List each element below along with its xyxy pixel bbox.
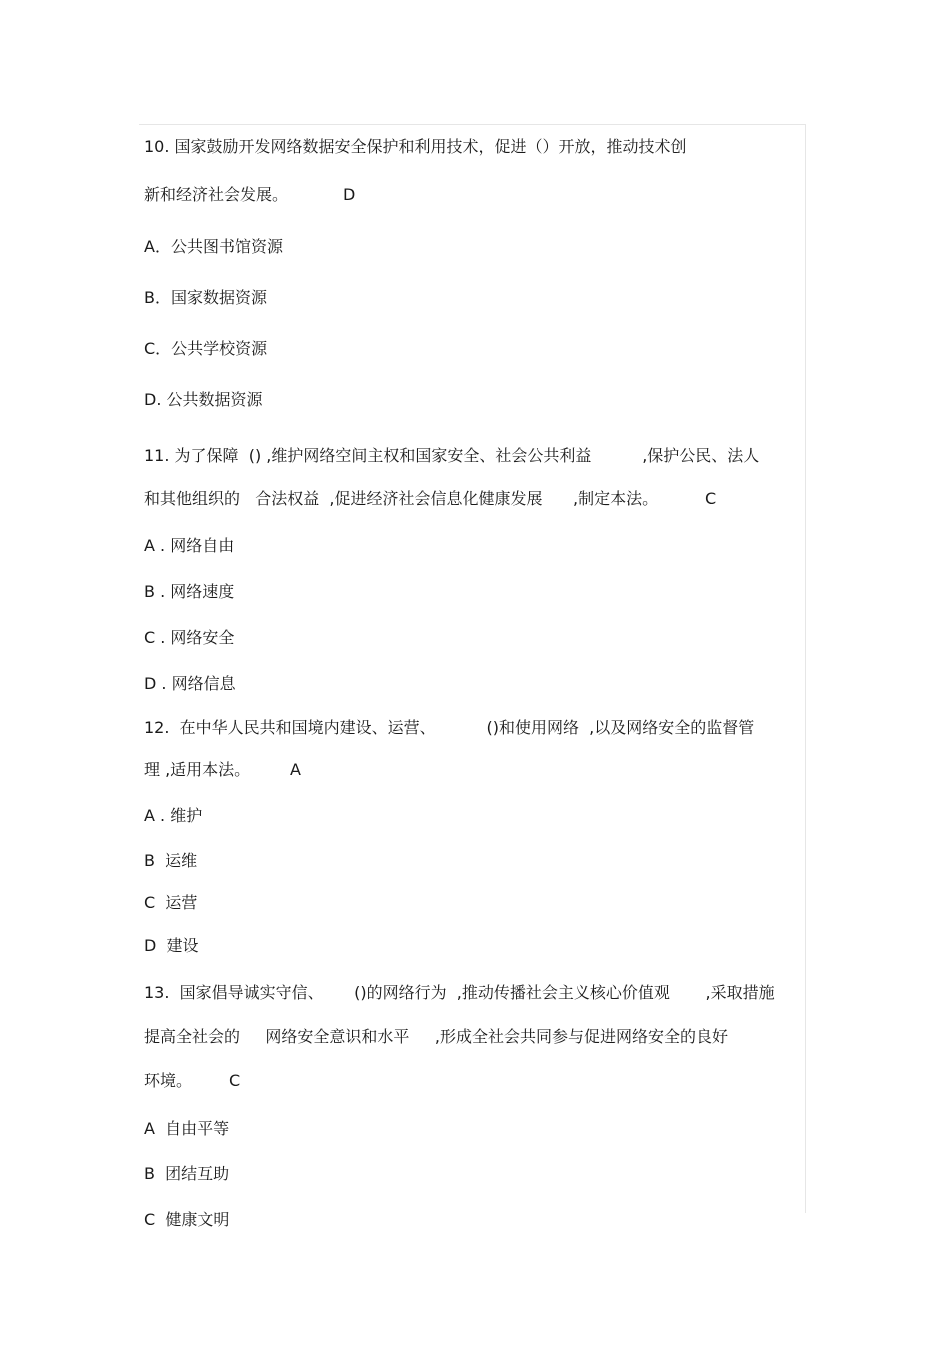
question-11-answer: C [705,489,717,508]
question-10-option-b: B．国家数据资源 [144,288,267,307]
question-12-answer: A [290,760,301,779]
question-11-option-c: C . 网络安全 [144,628,235,647]
question-13-answer: C [229,1071,241,1090]
question-10-option-a: A．公共图书馆资源 [144,237,283,256]
question-11-option-d: D . 网络信息 [144,674,236,693]
question-10-answer: D [343,185,356,204]
question-12-option-d: D 建设 [144,936,199,955]
question-13-option-c: C 健康文明 [144,1210,230,1229]
question-12-stem-line-1: 12. 在中华人民共和国境内建设、运营、 ()和使用网络 ,以及网络安全的监督管 [144,718,755,737]
question-13-stem-line-2: 提高全社会的 网络安全意识和水平 ,形成全社会共同参与促进网络安全的良好 [144,1027,728,1046]
question-13-stem-line-3: 环境。 [144,1071,193,1090]
question-10-stem-line-2: 新和经济社会发展。 [144,185,289,204]
question-10-option-c: C．公共学校资源 [144,339,268,358]
question-11-stem-line-1: 11. 为了保障 () ,维护网络空间主权和国家安全、社会公共利益 ,保护公民、法人 [144,446,760,465]
question-11-option-a: A . 网络自由 [144,536,235,555]
question-11-option-b: B . 网络速度 [144,582,235,601]
question-13-option-a: A 自由平等 [144,1119,230,1138]
question-10-stem-line-1: 10. 国家鼓励开发网络数据安全保护和利用技术，促进（）开放，推动技术创 [144,137,687,156]
question-12-option-c: C 运营 [144,893,198,912]
question-12-stem-line-2: 理 ,适用本法。 [144,760,251,779]
question-10-option-d: D. 公共数据资源 [144,390,263,409]
question-12-option-b: B 运维 [144,851,198,870]
question-13-stem-line-1: 13. 国家倡导诚实守信、 ()的网络行为 ,推动传播社会主义核心价值观 ,采取措施 [144,983,775,1002]
question-11-stem-line-2: 和其他组织的 合法权益 ,促进经济社会信息化健康发展 ,制定本法。 [144,489,659,508]
question-12-option-a: A . 维护 [144,806,203,825]
question-13-option-b: B 团结互助 [144,1164,230,1183]
